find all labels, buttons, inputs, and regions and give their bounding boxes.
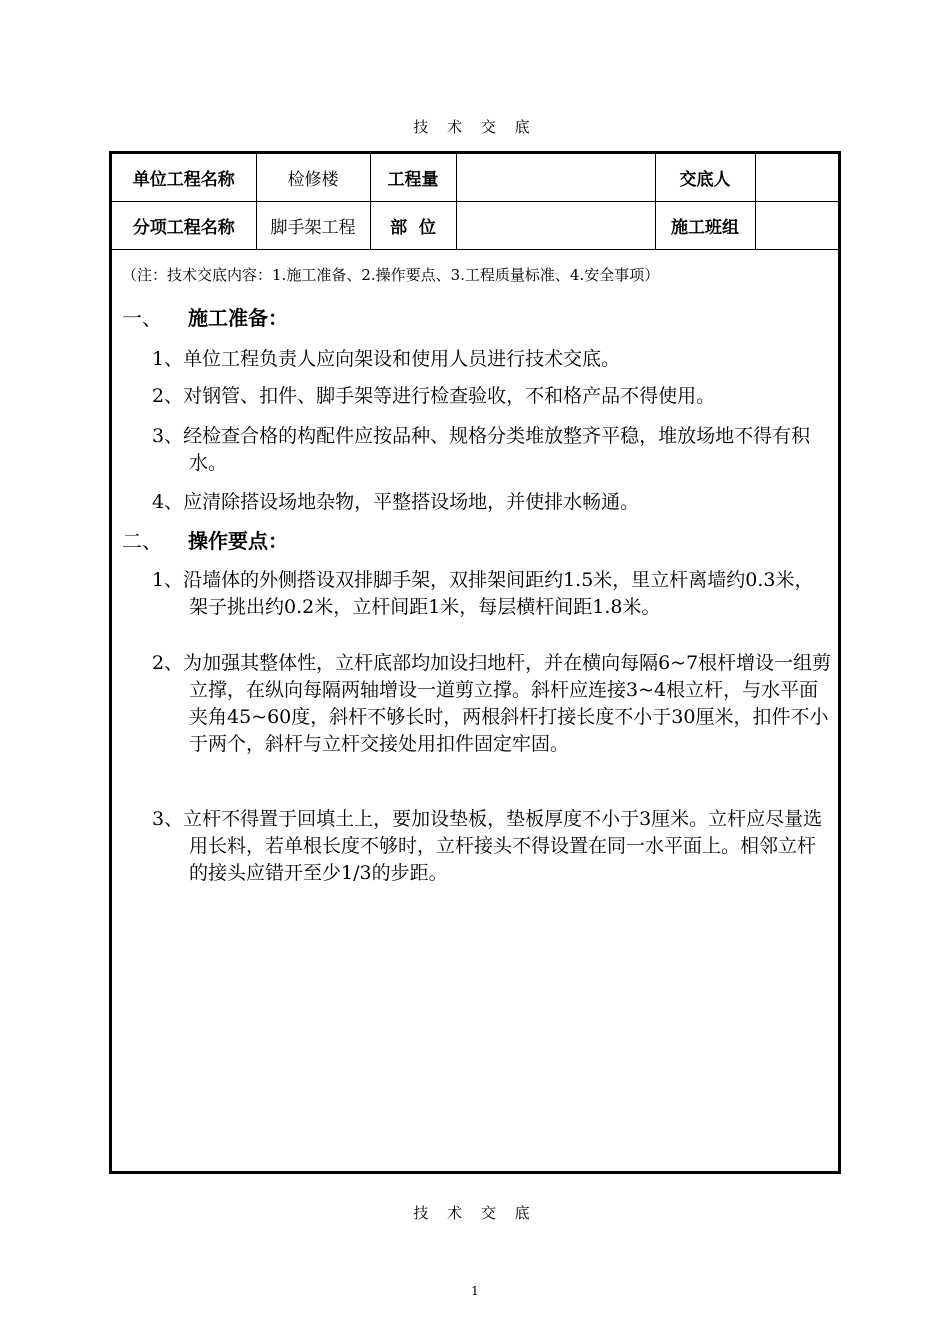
list-item: 4、应清除搭设场地杂物，平整搭设场地，并使排水畅通。 <box>152 491 640 513</box>
section-title <box>122 528 288 555</box>
content-note: （注：技术交底内容：1.施工准备、2.操作要点、3.工程质量标准、4.安全事项） <box>122 266 660 284</box>
section-number: 二、 <box>122 529 162 553</box>
unit-project-value: 检修楼 <box>256 154 370 202</box>
list-item: 3、立杆不得置于回填土上，要加设垫板，垫板厚度不小于3厘米。立杆应尽量选用长料，若单根长度不够时，立杆接头不得设置在同一水平面上。相邻立杆的接头应错开至少1/3的步距。 <box>152 808 823 884</box>
location-value <box>456 202 655 250</box>
team-label: 施工班组 <box>655 202 755 250</box>
page-header: 技 术 交 底 <box>413 118 537 136</box>
unit-project-label: 单位工程名称 <box>112 154 256 202</box>
section-heading: 施工准备： <box>188 306 288 330</box>
list-item: 1、沿墙体的外侧搭设双排脚手架，双排架间距约1.5米，里立杆离墙约0.3米，架子挑出约0.2米，立杆间距1米，每层横杆间距1.8米。 <box>152 569 814 618</box>
table-row <box>112 202 838 250</box>
sub-project-label: 分项工程名称 <box>112 202 256 250</box>
section-title <box>122 305 288 332</box>
list-item: 3、经检查合格的构配件应按品种、规格分类堆放整齐平稳，堆放场地不得有积水。 <box>152 425 811 474</box>
section-heading: 操作要点： <box>188 529 288 553</box>
disclosure-form <box>109 151 841 1174</box>
sub-project-value: 脚手架工程 <box>256 202 370 250</box>
quantity-label: 工程量 <box>370 154 456 202</box>
page-number: 1 <box>471 1284 479 1298</box>
list-item: 1、单位工程负责人应向架设和使用人员进行技术交底。 <box>152 348 621 370</box>
discloser-label: 交底人 <box>655 154 755 202</box>
location-label: 部 位 <box>370 202 456 250</box>
list-item: 2、对钢管、扣件、脚手架等进行检查验收，不和格产品不得使用。 <box>152 385 716 407</box>
section-number: 一、 <box>122 306 162 330</box>
info-table <box>112 154 838 250</box>
list-item: 2、为加强其整体性，立杆底部均加设扫地杆，并在横向每隔6~7根杆增设一组剪立撑，在纵向每隔两轴增设一道剪立撑。斜杆应连接3~4根立杆，与水平面夹角45~60度，斜杆不够长时，两根斜杆打接长度不小于30厘米，扣件不小于两个，斜杆与立杆交接处用扣件固定牢固。 <box>152 652 832 755</box>
table-row <box>112 154 838 202</box>
page-footer: 技 术 交 底 <box>413 1204 537 1222</box>
quantity-value <box>456 154 655 202</box>
discloser-value <box>755 154 838 202</box>
team-value <box>755 202 838 250</box>
